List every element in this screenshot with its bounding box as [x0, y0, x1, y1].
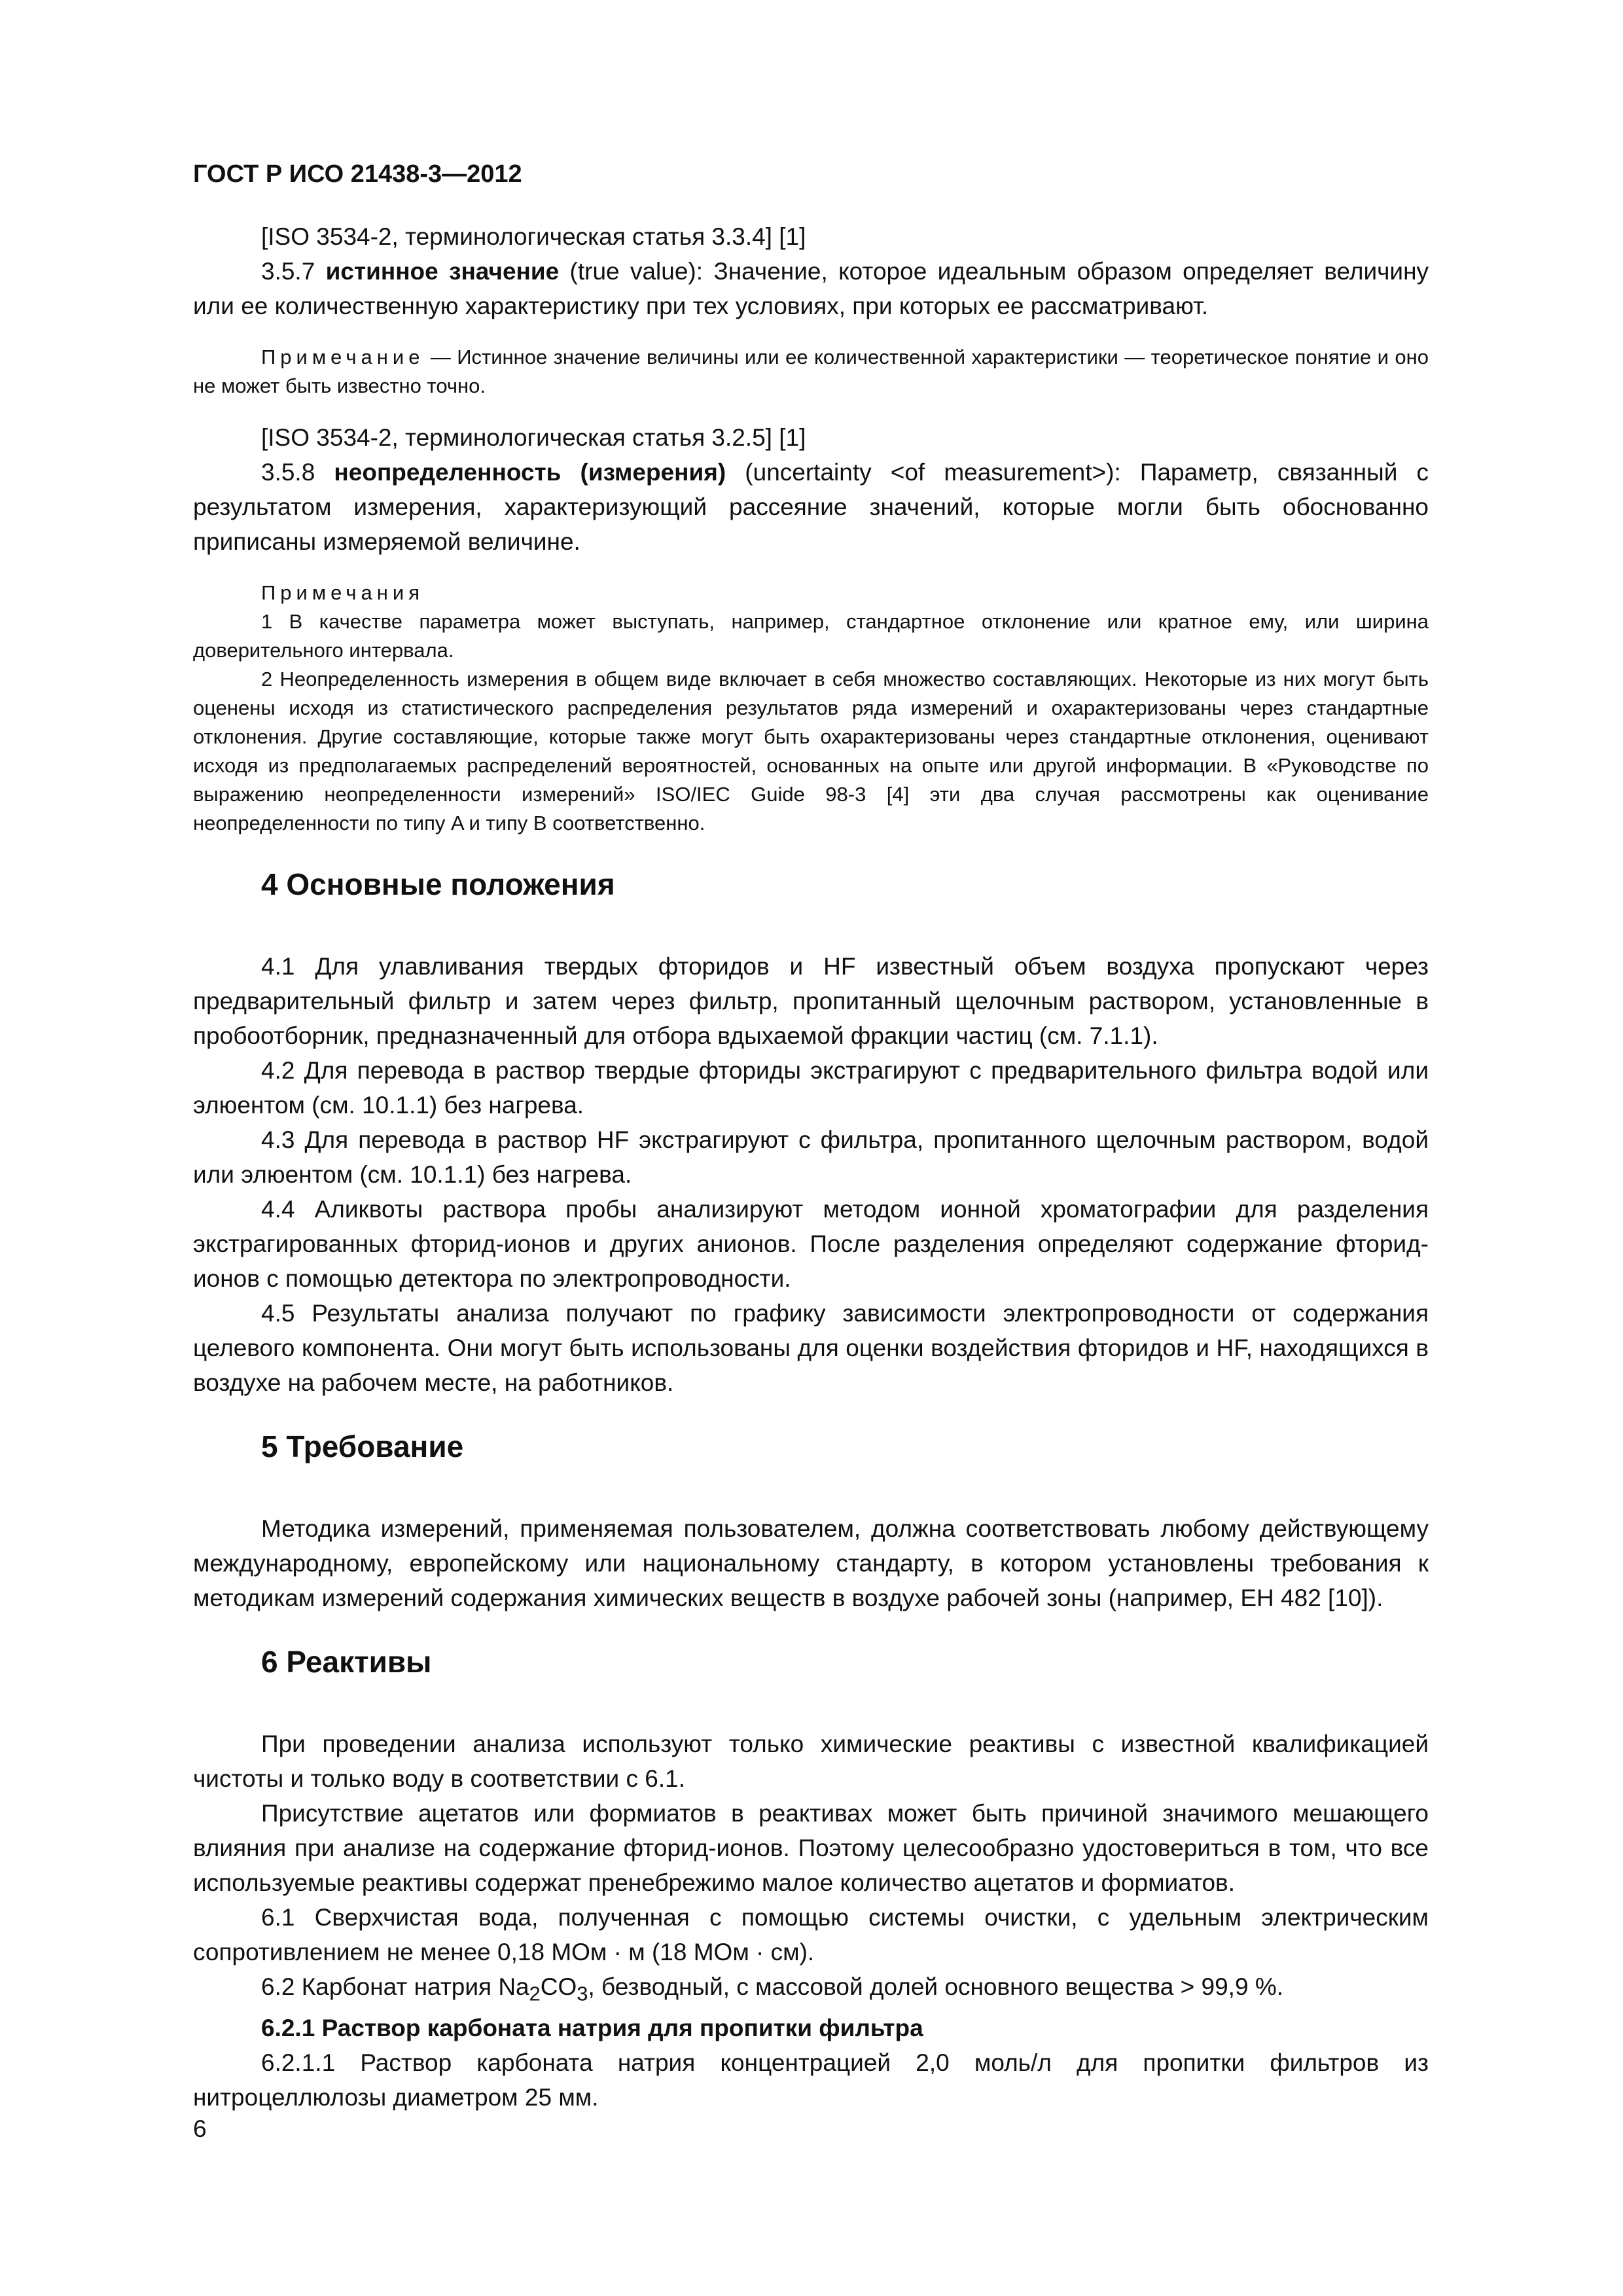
paragraph-5: Методика измерений, применяемая пользователем, должна соответствовать любому действующему международному, европейскому или национальному стандарту, в котором установлены требования к методикам измерений содержания химических веществ в воздухе рабочей зоны (например, ЕН 482 [10]).	[193, 1515, 1429, 1611]
term-name: неопределенность (измерения)	[334, 459, 726, 486]
document-header: ГОСТ Р ИСО 21438-3—2012	[193, 160, 522, 188]
paragraph-4-1: 4.1 Для улавливания твердых фторидов и HF известный объем воздуха пропускают через предварительный фильтр и затем через фильтр, пропитанный щелочным раствором, установленные в пробоотборник, предназначенный для отбора вдыхаемой фракции частиц (см. 7.1.1).	[193, 953, 1429, 1049]
paragraph-6-intro-2: Присутствие ацетатов или формиатов в реактивах может быть причиной значимого мешающего влияния при анализе на содержание фторид-ионов. Поэтому целесообразно удостовериться в том, что все используемые реактивы содержат пренебрежимо малое количество ацетатов и формиатов.	[193, 1800, 1429, 1896]
note-3-5-7	[193, 343, 1429, 401]
note-label: Примечание	[261, 346, 425, 368]
term-definition: (uncertainty <of measurement>): Параметр, связанный с результатом измерения, характеризующий рассеяние значений, которые могли быть обоснованно приписаны измеряемой величине.	[193, 459, 1429, 555]
paragraph-6-2: 6.2 Карбонат натрия $Na_2CO_3$, безводный, с массовой долей основного вещества > 99,9 %.	[261, 1973, 1283, 2005]
reference-iso-3-2-5: [ISO 3534-2, терминологическая статья 3.2.5] [1]	[261, 424, 806, 451]
notes-3-5-8	[193, 579, 1429, 838]
heading-6-2-1: 6.2.1 Раствор карбоната натрия для пропитки фильтра	[261, 2015, 923, 2042]
note-1: 1 В качестве параметра может выступать, например, стандартное отклонение или кратное ему, или ширина доверительного интервала.	[193, 610, 1429, 662]
paragraph-4-4: 4.4 Аликвоты раствора пробы анализируют методом ионной хроматографии для разделения экстрагированных фторид-ионов и других анионов. После разделения определяют содержание фторид-ионов с помощью детектора по электропроводности.	[193, 1196, 1429, 1292]
paragraph-6-intro-1: При проведении анализа используют только химические реактивы с известной квалификацией чистоты и только воду в соответствии с 6.1.	[193, 1731, 1429, 1792]
term-name: истинное значение	[325, 258, 560, 285]
section-4-title: 4 Основные положения	[261, 867, 615, 901]
section-6-title: 6 Реактивы	[261, 1645, 432, 1679]
paragraph-4-2: 4.2 Для перевода в раствор твердые фториды экстрагируют с предварительного фильтра водой или элюентом (см. 10.1.1) без нагрева.	[193, 1057, 1429, 1119]
paragraph-6-1: 6.1 Сверхчистая вода, полученная с помощью системы очистки, с удельным электрическим сопротивлением не менее 0,18 МОм · м (18 МОм · см).	[193, 1904, 1429, 1965]
note-text: — Истинное значение величины или ее количественной характеристики — теоретическое понятие и оно не может быть известно точно.	[193, 346, 1429, 397]
page-number: 6	[193, 2115, 207, 2142]
term-3-5-7	[193, 254, 1429, 323]
notes-label: Примечания	[261, 581, 424, 604]
paragraph-6-2-1-1: 6.2.1.1 Раствор карбоната натрия концентрацией 2,0 моль/л для пропитки фильтров из нитроцеллюлозы диаметром 25 мм.	[193, 2049, 1429, 2111]
term-number: 3.5.8	[261, 459, 315, 486]
term-3-5-8	[193, 455, 1429, 559]
note-2: 2 Неопределенность измерения в общем виде включает в себя множество составляющих. Некоторые из них могут быть оценены исходя из статистического распределения результатов ряда измерений и охарактеризованы через стандартные отклонения. Другие составляющие, которые также могут быть охарактеризованы через стандартные отклонения, оценивают исходя из предполагаемых распределений вероятностей, основанных на опыте или другой информации. В «Руководстве по выражению неопределенности измерений» ISO/IEC Guide 98-3 [4] эти два случая рассмотрены как оценивание неопределенности по типу A и типу B соответственно.	[193, 668, 1429, 834]
paragraph-4-3: 4.3 Для перевода в раствор HF экстрагируют с фильтра, пропитанного щелочным раствором, водой или элюентом (см. 10.1.1) без нагрева.	[193, 1126, 1429, 1188]
section-5-title: 5 Требование	[261, 1429, 464, 1463]
document-body	[193, 219, 1429, 2115]
term-number: 3.5.7	[261, 258, 315, 285]
term-definition: (true value): Значение, которое идеальным образом определяет величину или ее количественную характеристику при тех условиях, при которых ее рассматривают.	[193, 258, 1429, 319]
reference-iso-3-3-4: [ISO 3534-2, терминологическая статья 3.3.4] [1]	[261, 223, 806, 250]
paragraph-4-5: 4.5 Результаты анализа получают по графику зависимости электропроводности от содержания целевого компонента. Они могут быть использованы для оценки воздействия фторидов и HF, находящихся в воздухе на рабочем месте, на работников.	[193, 1300, 1429, 1396]
